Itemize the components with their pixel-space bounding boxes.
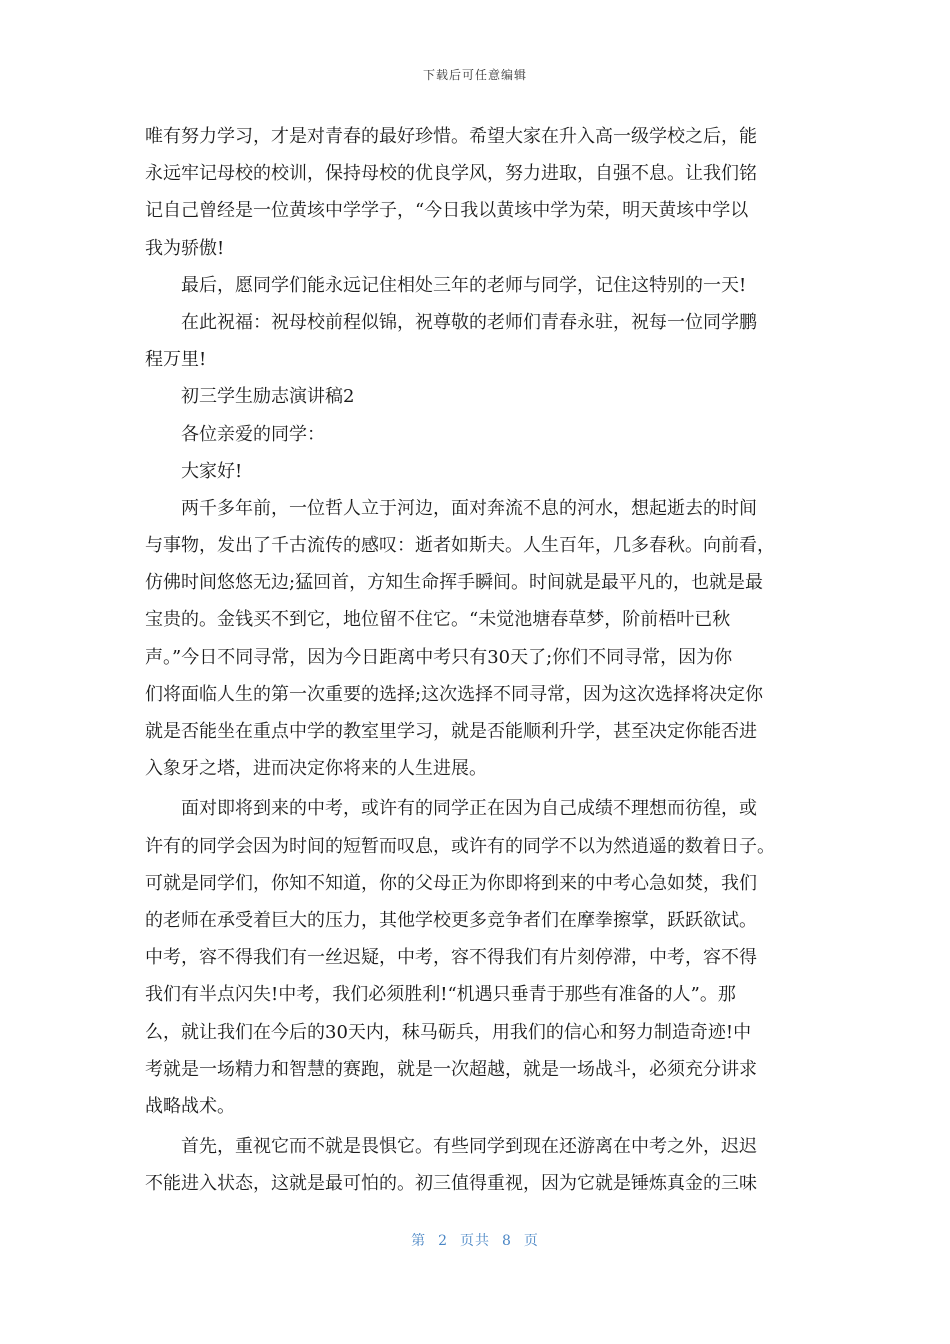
body-line: 首先，重视它而不就是畏惧它。有些同学到现在还游离在中考之外，迟迟 [181, 1136, 757, 1158]
body-line: 战略战术。 [145, 1095, 235, 1117]
body-line: 么，就让我们在今后的30天内，秣马砺兵，用我们的信心和努力制造奇迹!中 [145, 1021, 752, 1043]
body-line: 永远牢记母校的校训，保持母校的优良学风，努力进取，自强不息。让我们铭 [145, 163, 757, 185]
footer-suffix: 页 [523, 1233, 539, 1249]
body-line: 们将面临人生的第一次重要的选择;这次选择不同寻常，因为这次选择将决定你 [145, 683, 764, 705]
body-line: 最后，愿同学们能永远记住相处三年的老师与同学，记住这特别的一天! [181, 274, 747, 296]
body-line: 声。”今日不同寻常，因为今日距离中考只有30天了;你们不同寻常，因为你 [145, 646, 733, 668]
body-line: 就是否能坐在重点中学的教室里学习，就是否能顺利升学，甚至决定你能否进 [145, 721, 757, 742]
body-line: 与事物，发出了千古流传的感叹：逝者如斯夫。人生百年，几多春秋。向前看， [145, 535, 775, 557]
body-line: 程万里! [145, 349, 207, 371]
body-line: 宝贵的。金钱买不到它，地位留不住它。“未觉池塘春草梦，阶前梧叶已秋 [145, 609, 731, 631]
body-line: 我为骄傲! [145, 237, 225, 259]
page-header: 下载后可任意编辑 [422, 68, 527, 82]
document-body [145, 118, 809, 1202]
body-line: 许有的同学会因为时间的短暂而叹息，或许有的同学不以为然逍遥的数着日子。 [145, 835, 775, 857]
body-line: 中考，容不得我们有一丝迟疑，中考，容不得我们有片刻停滞，中考，容不得 [145, 947, 757, 969]
page-footer [0, 1230, 950, 1250]
body-line: 入象牙之塔，进而决定你将来的人生进展。 [145, 758, 487, 780]
body-line: 记自己曾经是一位黄垓中学学子，“今日我以黄垓中学为荣，明天黄垓中学以 [145, 200, 749, 222]
greeting: 大家好! [181, 460, 243, 482]
body-line: 我们有半点闪失!中考，我们必须胜利!“机遇只垂青于那些有准备的人”。那 [145, 984, 736, 1006]
body-line: 的老师在承受着巨大的压力，其他学校更多竞争者们在摩拳擦掌，跃跃欲试。 [145, 909, 757, 931]
footer-prefix: 第 [411, 1233, 427, 1249]
footer-middle: 页共 [460, 1233, 490, 1249]
body-line: 仿佛时间悠悠无边;猛回首，方知生命挥手瞬间。时间就是最平凡的，也就是最 [145, 572, 764, 594]
body-line: 考就是一场精力和智慧的赛跑，就是一次超越，就是一场战斗，必须充分讲求 [145, 1058, 757, 1080]
body-line: 两千多年前，一位哲人立于河边，面对奔流不息的河水，想起逝去的时间 [181, 497, 757, 519]
body-line: 在此祝福：祝母校前程似锦，祝尊敬的老师们青春永驻，祝每一位同学鹏 [181, 311, 757, 333]
body-line: 不能进入状态，这就是最可怕的。初三值得重视，因为它就是锤炼真金的三味 [145, 1173, 757, 1195]
section-title: 初三学生励志演讲稿2 [181, 386, 355, 408]
current-page-number: 2 [438, 1233, 448, 1249]
body-line: 面对即将到来的中考，或许有的同学正在因为自己成绩不理想而彷徨，或 [181, 798, 757, 820]
body-line: 可就是同学们，你知不知道，你的父母正为你即将到来的中考心急如焚，我们 [145, 872, 757, 894]
total-page-count: 8 [502, 1233, 512, 1249]
body-line: 唯有努力学习，才是对青春的最好珍惜。希望大家在升入高一级学校之后，能 [145, 126, 757, 147]
salutation: 各位亲爱的同学： [181, 423, 325, 445]
